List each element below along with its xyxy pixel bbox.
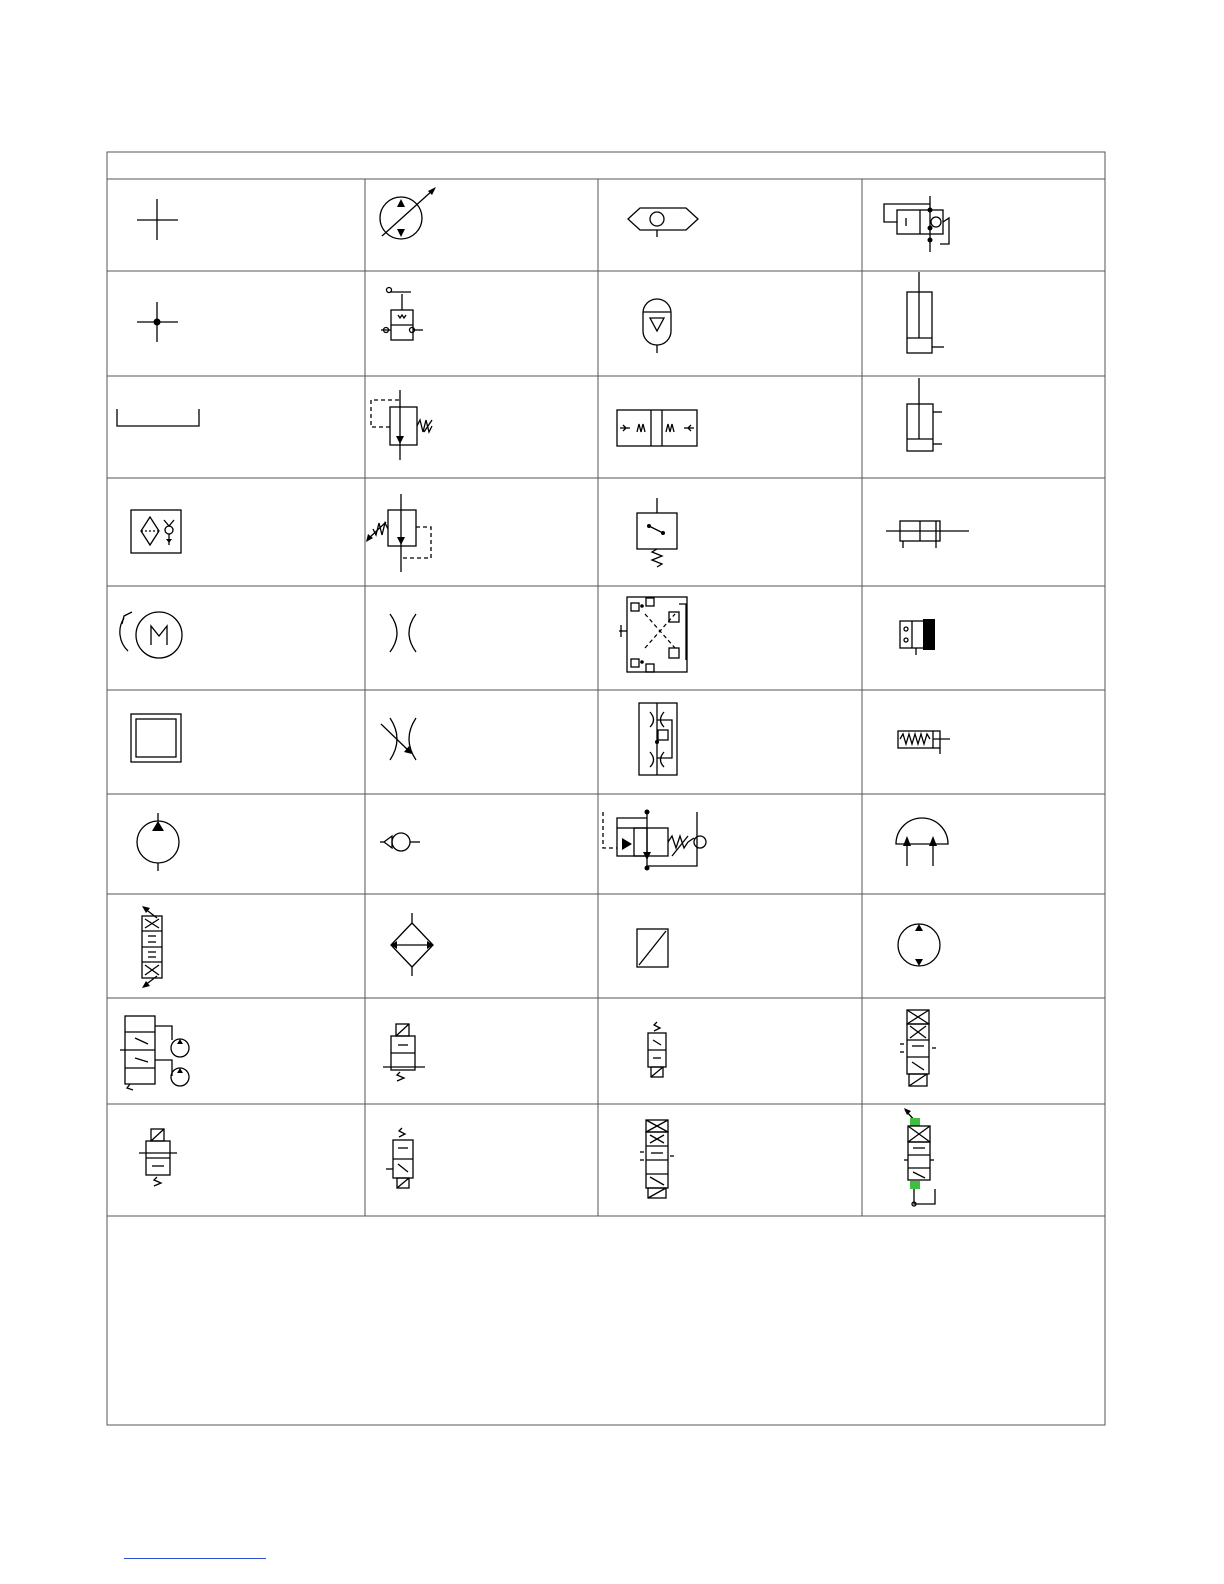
solenoid-two-way-valve-icon [383, 1024, 425, 1081]
manual-directional-valve-icon [142, 906, 162, 988]
four-way-solenoid-valve-icon [900, 1010, 936, 1086]
enclosure-frame-icon [131, 714, 181, 762]
position-sensor-icon [637, 929, 668, 967]
pressure-relief-valve-icon [371, 390, 432, 460]
directional-valve-with-motors-icon [120, 1016, 189, 1090]
table-frame [107, 152, 1105, 1425]
double-acting-cylinder-icon [907, 378, 942, 451]
cooler-icon [628, 208, 698, 237]
heat-exchanger-icon [391, 913, 433, 976]
hydraulic-pump-icon [137, 813, 179, 871]
accumulator-icon [643, 299, 671, 353]
double-rod-cylinder-icon [886, 521, 969, 548]
relief-valve-with-check-icon [603, 810, 706, 871]
bidirectional-motor-icon [898, 924, 940, 966]
cushioned-cylinder-icon [900, 619, 935, 655]
variable-orifice-icon [381, 718, 416, 760]
spring-return-cylinder-icon [898, 731, 950, 754]
spring-centered-valve-icon [386, 1128, 413, 1188]
check-valve-assembly-icon [884, 196, 949, 252]
shutoff-valve-icon [381, 288, 423, 341]
flow-control-manifold-icon [639, 703, 677, 775]
footnote-rule [124, 1558, 266, 1559]
fixed-orifice-icon [390, 614, 416, 652]
counterbalance-manifold-icon [619, 597, 687, 672]
double-solenoid-valve-icon [640, 1120, 674, 1198]
rotary-actuator-icon [896, 818, 948, 866]
reservoir-tank-icon [117, 409, 199, 426]
line-crossing-icon [137, 199, 178, 240]
pressure-switch-icon [637, 498, 677, 567]
check-valve-icon [380, 833, 420, 851]
adjustable-pressure-reducing-valve-icon [366, 494, 431, 572]
single-acting-cylinder-icon [907, 272, 944, 353]
filter-with-bypass-icon [131, 510, 181, 553]
variable-displacement-pump-motor-icon [380, 187, 436, 239]
proportional-valve-icon [904, 1108, 935, 1206]
electric-motor-icon [120, 612, 182, 658]
line-junction-icon [137, 302, 178, 342]
solenoid-spring-valve-icon [648, 1022, 666, 1077]
solenoid-spring-offset-valve-icon [139, 1129, 177, 1186]
double-spring-valve-icon [617, 410, 697, 446]
